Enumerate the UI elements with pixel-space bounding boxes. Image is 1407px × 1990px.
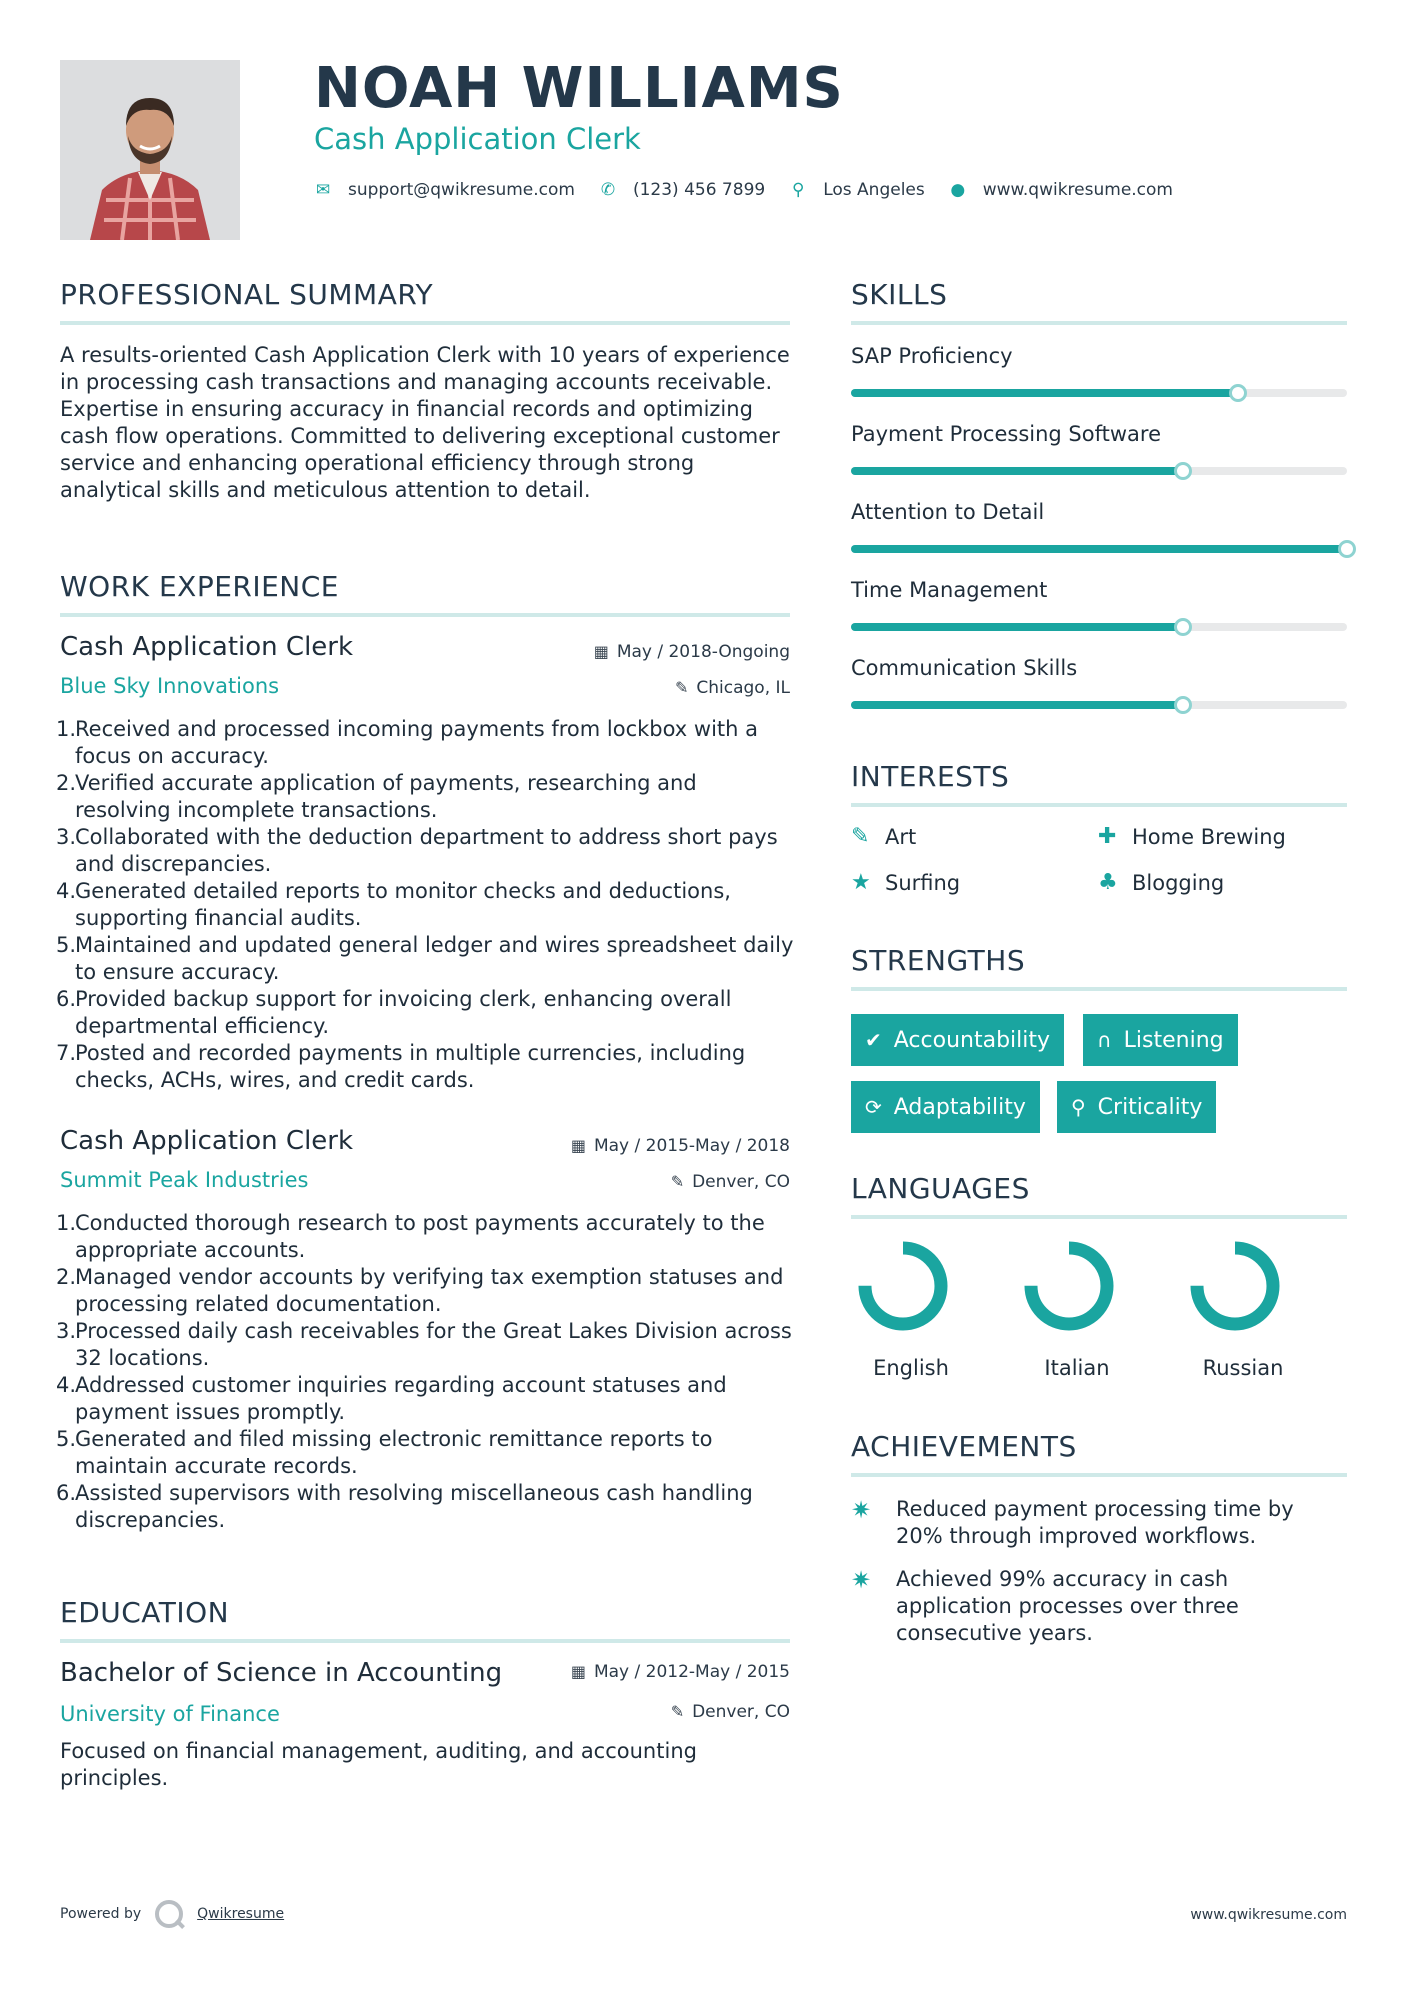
skill-bar-knob xyxy=(1174,618,1192,636)
interest-item: ★ Surfing xyxy=(851,870,961,895)
calendar-icon: ▦ xyxy=(593,642,609,661)
skill-bar-fill xyxy=(851,545,1347,553)
skill-bar xyxy=(851,467,1347,475)
section-divider xyxy=(851,321,1347,325)
pin-icon: ✎ xyxy=(674,678,689,697)
education-location-text: Denver, CO xyxy=(692,1702,790,1722)
job-bullets xyxy=(56,716,796,1094)
summary-heading: PROFESSIONAL SUMMARY xyxy=(60,278,434,311)
interests-heading: INTERESTS xyxy=(851,760,1010,793)
list-item: 7. Posted and recorded payments in multiple currencies, including checks, ACHs, wires, and credit cards. xyxy=(56,1041,746,1092)
globe-icon: ● xyxy=(950,180,966,200)
languages-heading: LANGUAGES xyxy=(851,1172,1030,1205)
achievement-text: Achieved 99% accuracy in cash application processes over three consecutive years. xyxy=(896,1567,1239,1645)
skills-section xyxy=(851,278,1347,325)
job-location-text: Chicago, IL xyxy=(696,678,790,698)
star-burst-icon: ✷ xyxy=(851,1496,872,1524)
list-item: 1. Received and processed incoming payments from lockbox with a focus on accuracy. xyxy=(56,717,759,768)
person-portrait-icon xyxy=(60,60,240,240)
education-dates xyxy=(571,1662,790,1682)
paintbrush-icon: ✎ xyxy=(851,824,870,849)
language-name: English xyxy=(873,1356,949,1380)
job-bullets xyxy=(56,1210,796,1534)
skill-bar xyxy=(851,623,1347,631)
language-name: Russian xyxy=(1202,1356,1284,1380)
job-title: Cash Application Clerk xyxy=(60,632,354,662)
list-item: 3. Processed daily cash receivables for the Great Lakes Division across 32 locations. xyxy=(56,1319,792,1370)
skill-name: SAP Proficiency xyxy=(851,344,1013,368)
powered-by-text: Powered by xyxy=(60,1906,142,1922)
section-divider xyxy=(60,321,790,325)
footer-website[interactable]: www.qwikresume.com xyxy=(1190,1907,1347,1923)
language-name: Italian xyxy=(1044,1356,1110,1380)
skill-bar-fill xyxy=(851,467,1183,475)
job-dates xyxy=(571,1136,790,1156)
job-dates-text: May / 2018-Ongoing xyxy=(616,642,790,662)
contact-bar xyxy=(314,180,1197,200)
school-name: University of Finance xyxy=(60,1702,280,1726)
contact-website[interactable] xyxy=(949,180,1173,200)
list-item: 5. Generated and filed missing electronic remittance reports to maintain accurate records. xyxy=(56,1427,713,1478)
list-item: 2. Verified accurate application of payments, researching and resolving incomplete transactions. xyxy=(56,771,697,822)
interest-item: ✎ Art xyxy=(851,824,917,849)
contact-email[interactable] xyxy=(314,180,575,200)
summary-text: A results-oriented Cash Application Clerk with 10 years of experience in processing cash transactions and managing accounts receivable. Expertise in ensuring accuracy in financial records and optimizing cash flow operations. Committed to delivering exceptional customer service and enhancing operational efficiency through strong analytical skills and meticulous attention to detail. xyxy=(60,343,790,502)
job-location xyxy=(671,1172,790,1192)
list-item: 2. Managed vendor accounts by verifying tax exemption statuses and processing related documentation. xyxy=(56,1265,784,1316)
skill-name: Communication Skills xyxy=(851,656,1078,680)
education-dates-text: May / 2012-May / 2015 xyxy=(593,1662,790,1682)
calendar-icon: ▦ xyxy=(570,1662,586,1681)
check-circle-icon: ✔ xyxy=(865,1028,882,1052)
email-text: support@qwikresume.com xyxy=(348,180,575,200)
contact-phone[interactable] xyxy=(599,180,765,200)
experience-heading: WORK EXPERIENCE xyxy=(60,570,339,603)
job-dates xyxy=(594,642,790,662)
star-burst-icon: ✷ xyxy=(851,1566,872,1594)
skill-bar xyxy=(851,389,1347,397)
skill-name: Time Management xyxy=(851,578,1048,602)
interests-section xyxy=(851,760,1347,807)
website-text: www.qwikresume.com xyxy=(982,180,1173,200)
users-icon: ♣ xyxy=(1098,870,1118,895)
section-divider xyxy=(60,1639,790,1643)
job-title: Cash Application Clerk xyxy=(60,1126,354,1156)
list-item: 5. Maintained and updated general ledger and wires spreadsheet daily to ensure accuracy. xyxy=(56,933,794,984)
skill-bar-fill xyxy=(851,389,1238,397)
envelope-icon: ✉ xyxy=(315,180,331,200)
skills-heading: SKILLS xyxy=(851,278,948,311)
degree-title: Bachelor of Science in Accounting xyxy=(60,1658,503,1688)
skill-bar-fill xyxy=(851,623,1183,631)
contact-location xyxy=(789,180,925,200)
section-divider xyxy=(851,1473,1347,1477)
section-divider xyxy=(851,803,1347,807)
puzzle-icon: ✚ xyxy=(1098,824,1117,849)
language-ring xyxy=(1189,1240,1281,1332)
education-section xyxy=(60,1596,790,1643)
refresh-icon: ⟳ xyxy=(865,1095,882,1119)
star-icon: ★ xyxy=(851,870,871,895)
job-location xyxy=(675,678,790,698)
achievement-text: Reduced payment processing time by 20% through improved workflows. xyxy=(896,1497,1294,1548)
skill-name: Attention to Detail xyxy=(851,500,1045,524)
skill-bar xyxy=(851,701,1347,709)
strength-badge: ✔ Accountability xyxy=(851,1014,1064,1066)
job-company: Summit Peak Industries xyxy=(60,1168,309,1192)
education-heading: EDUCATION xyxy=(60,1596,230,1629)
skill-bar-knob xyxy=(1229,384,1247,402)
profile-photo xyxy=(60,60,240,240)
interest-item: ♣ Blogging xyxy=(1098,870,1225,895)
list-item: 1. Conducted thorough research to post payments accurately to the appropriate accounts. xyxy=(56,1211,765,1262)
skill-bar-knob xyxy=(1174,696,1192,714)
strength-badge: ⟳ Adaptability xyxy=(851,1081,1040,1133)
pin-icon: ✎ xyxy=(670,1172,685,1191)
headphones-icon: ∩ xyxy=(1097,1028,1112,1052)
skill-name: Payment Processing Software xyxy=(851,422,1161,446)
languages-section xyxy=(851,1172,1347,1219)
interest-item: ✚ Home Brewing xyxy=(1098,824,1286,849)
achievements-section xyxy=(851,1430,1347,1477)
job-dates-text: May / 2015-May / 2018 xyxy=(593,1136,790,1156)
strength-badge: ⚲ Criticality xyxy=(1057,1081,1216,1133)
summary-section xyxy=(60,278,790,325)
strengths-section xyxy=(851,944,1347,991)
list-item: 6. Provided backup support for invoicing clerk, enhancing overall departmental efficiency. xyxy=(56,987,732,1038)
list-item: 4. Generated detailed reports to monitor checks and deductions, supporting financial audits. xyxy=(56,879,731,930)
skill-bar-knob xyxy=(1338,540,1356,558)
search-icon: ⚲ xyxy=(1071,1095,1086,1119)
list-item: 6. Assisted supervisors with resolving miscellaneous cash handling discrepancies. xyxy=(56,1481,753,1532)
pin-icon: ✎ xyxy=(670,1702,685,1721)
skill-bar xyxy=(851,545,1347,553)
footer-powered-by xyxy=(60,1900,284,1928)
skill-bar-fill xyxy=(851,701,1183,709)
qwikresume-logo-icon xyxy=(155,1900,183,1928)
education-description: Focused on financial management, auditing, and accounting principles. xyxy=(60,1739,697,1790)
phone-icon: ✆ xyxy=(600,180,616,200)
job-company: Blue Sky Innovations xyxy=(60,674,280,698)
language-ring xyxy=(857,1240,949,1332)
location-text: Los Angeles xyxy=(823,180,925,200)
achievements-heading: ACHIEVEMENTS xyxy=(851,1430,1077,1463)
list-item: 3. Collaborated with the deduction department to address short pays and discrepancies. xyxy=(56,825,778,876)
section-divider xyxy=(851,987,1347,991)
strengths-heading: STRENGTHS xyxy=(851,944,1026,977)
map-pin-icon: ⚲ xyxy=(791,180,805,200)
section-divider xyxy=(851,1215,1347,1219)
experience-section xyxy=(60,570,790,617)
candidate-name: NOAH WILLIAMS xyxy=(314,56,844,121)
language-ring xyxy=(1023,1240,1115,1332)
section-divider xyxy=(60,613,790,617)
phone-text: (123) 456 7899 xyxy=(632,180,766,200)
brand-link[interactable]: Qwikresume xyxy=(197,1906,285,1922)
strength-badge: ∩ Listening xyxy=(1083,1014,1238,1066)
education-location xyxy=(671,1702,790,1722)
candidate-title: Cash Application Clerk xyxy=(314,122,641,156)
list-item: 4. Addressed customer inquiries regarding account statuses and payment issues promptly. xyxy=(56,1373,727,1424)
skill-bar-knob xyxy=(1174,462,1192,480)
calendar-icon: ▦ xyxy=(570,1136,586,1155)
job-location-text: Denver, CO xyxy=(692,1172,790,1192)
